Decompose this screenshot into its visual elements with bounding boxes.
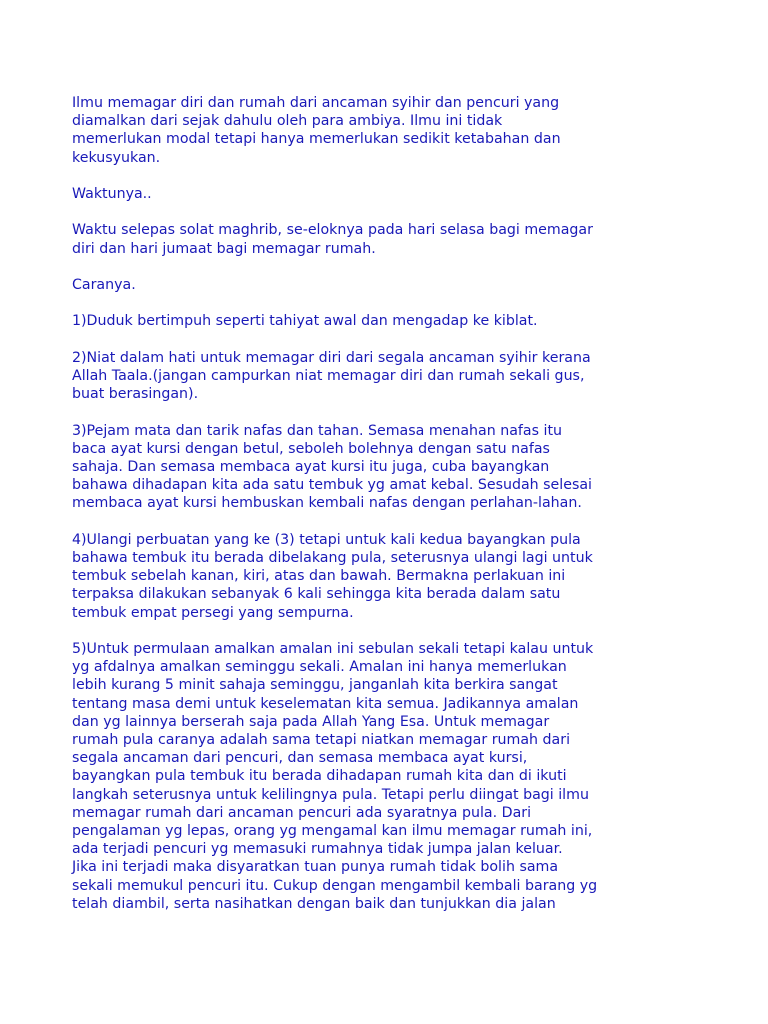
text-line: sekali memukul pencuri itu. Cukup dengan mengambil kembali barang yg — [72, 877, 598, 894]
text-line: membaca ayat kursi hembuskan kembali nafas dengan perlahan-lahan. — [72, 495, 582, 512]
step-3 — [72, 422, 712, 513]
text-line: telah diambil, serta nasihatkan dengan baik dan tunjukkan dia jalan — [72, 895, 556, 912]
text-line: bahawa dihadapan kita ada satu tembuk yg amat kebal. Sesudah selesai — [72, 477, 592, 494]
step-1 — [72, 312, 712, 330]
text-line: ada terjadi pencuri yg memasuki rumahnya tidak jumpa jalan keluar. — [72, 841, 563, 858]
text-line: memerlukan modal tetapi hanya memerlukan sedikit ketabahan dan — [72, 131, 561, 148]
paragraph-intro — [72, 94, 712, 167]
text-line: 4)Ulangi perbuatan yang ke (3) tetapi untuk kali kedua bayangkan pula — [72, 531, 581, 548]
text-line: baca ayat kursi dengan betul, seboleh bolehnya dengan satu nafas — [72, 440, 550, 457]
text-line: langkah seterusnya untuk kelilingnya pula. Tetapi perlu diingat bagi ilmu — [72, 786, 589, 803]
text-line: Ilmu memagar diri dan rumah dari ancaman syihir dan pencuri yang — [72, 95, 560, 111]
step-5 — [72, 640, 712, 913]
text-line: Waktunya.. — [72, 186, 152, 202]
text-line: tentang masa demi untuk keselematan kita semua. Jadikannya amalan — [72, 695, 579, 712]
text-line: segala ancaman dari pencuri, dan semasa membaca ayat kursi, — [72, 750, 528, 767]
text-line: bayangkan pula tembuk itu berada dihadapan rumah kita dan di ikuti — [72, 768, 567, 785]
text-line: sahaja. Dan semasa membaca ayat kursi itu juga, cuba bayangkan — [72, 458, 550, 475]
text-line: yg afdalnya amalkan seminggu sekali. Amalan ini hanya memerlukan — [72, 659, 567, 676]
document-page — [72, 94, 712, 931]
text-line: Waktu selepas solat maghrib, se-eloknya pada hari selasa bagi memagar — [72, 222, 593, 239]
text-line: tembuk empat persegi yang sempurna. — [72, 604, 354, 621]
text-line: lebih kurang 5 minit sahaja seminggu, janganlah kita berkira sangat — [72, 677, 558, 694]
text-line: Jika ini terjadi maka disyaratkan tuan punya rumah tidak bolih sama — [72, 859, 559, 876]
text-line: diamalkan dari sejak dahulu oleh para ambiya. Ilmu ini tidak — [72, 113, 503, 130]
text-line: 2)Niat dalam hati untuk memagar diri dari segala ancaman syihir kerana — [72, 349, 591, 366]
text-line: tembuk sebelah kanan, kiri, atas dan bawah. Bermakna perlakuan ini — [72, 568, 566, 585]
text-line: terpaksa dilakukan sebanyak 6 kali sehingga kita berada dalam satu — [72, 586, 561, 603]
text-line: 5)Untuk permulaan amalkan amalan ini sebulan sekali tetapi kalau untuk — [72, 640, 594, 657]
heading-waktunya — [72, 185, 712, 203]
heading-caranya — [72, 276, 712, 294]
text-line: buat berasingan). — [72, 386, 199, 403]
text-line: pengalaman yg lepas, orang yg mengamal kan ilmu memagar rumah ini, — [72, 823, 593, 839]
text-line: Caranya. — [72, 276, 136, 293]
text-line: 1)Duduk bertimpuh seperti tahiyat awal dan mengadap ke kiblat. — [72, 313, 538, 330]
text-line: kekusyukan. — [72, 149, 161, 166]
text-line: bahawa tembuk itu berada dibelakang pula, seterusnya ulangi lagi untuk — [72, 549, 593, 566]
text-line: memagar rumah dari ancaman pencuri ada syaratnya pula. Dari — [72, 804, 532, 821]
text-line: rumah pula caranya adalah sama tetapi niatkan memagar rumah dari — [72, 731, 571, 748]
step-4 — [72, 531, 712, 622]
paragraph-waktu — [72, 221, 712, 257]
step-2 — [72, 349, 712, 404]
text-line: dan yg lainnya berserah saja pada Allah Yang Esa. Untuk memagar — [72, 713, 550, 730]
text-line: diri dan hari jumaat bagi memagar rumah. — [72, 240, 376, 257]
text-line: Allah Taala.(jangan campurkan niat memagar diri dan rumah sekali gus, — [72, 367, 585, 384]
text-line: 3)Pejam mata dan tarik nafas dan tahan. Semasa menahan nafas itu — [72, 422, 563, 439]
